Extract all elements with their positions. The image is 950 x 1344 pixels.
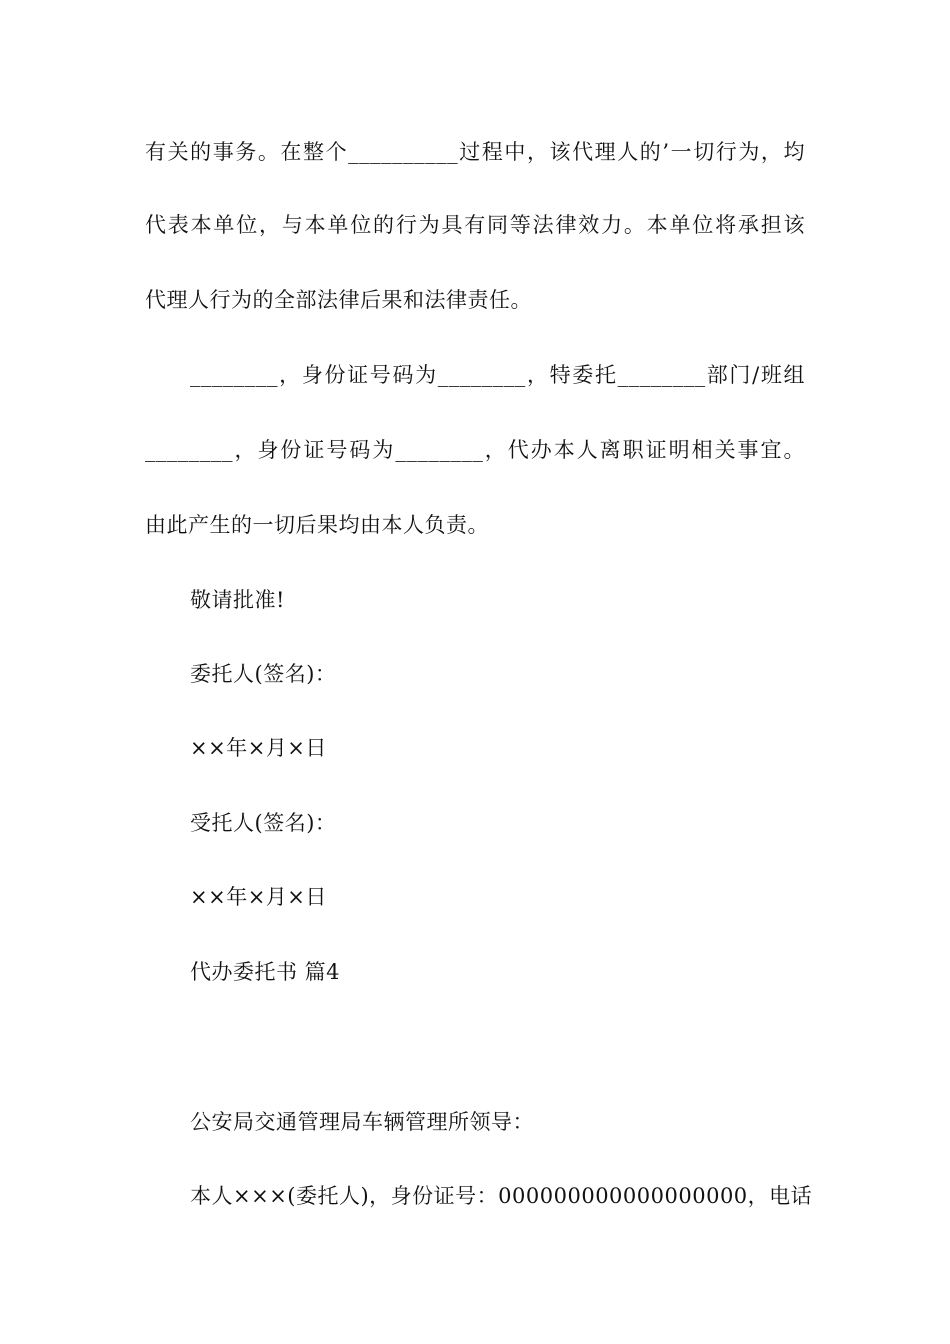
letter-salutation: 公安局交通管理局车辆管理所领导： [190, 1110, 534, 1134]
paragraph-line-3: 代理人行为的全部法律后果和法律责任。 [145, 288, 532, 312]
delegator-signature-label: 委托人(签名)： [190, 662, 337, 686]
delegate-date: ××年×月×日 [190, 885, 327, 909]
paragraph-line-1: 有关的事务。在整个__________过程中，该代理人的’一切行为，均 [145, 140, 805, 164]
section-title: 代办委托书 篇4 [190, 960, 341, 984]
letter-body-line-1: 本人×××(委托人)，身份证号：000000000000000000，电话 [190, 1184, 813, 1208]
request-approval-text: 敬请批准! [190, 588, 285, 612]
paragraph-line-6: 由此产生的一切后果均由本人负责。 [145, 513, 489, 537]
delegator-date: ××年×月×日 [190, 736, 327, 760]
delegate-signature-label: 受托人(签名)： [190, 811, 337, 835]
paragraph-line-2: 代表本单位，与本单位的行为具有同等法律效力。本单位将承担该 [145, 213, 805, 237]
paragraph-line-4: ________，身份证号码为________，特委托________部门/班组 [190, 363, 805, 387]
paragraph-line-5: ________，身份证号码为________，代办本人离职证明相关事宜。 [145, 438, 805, 462]
